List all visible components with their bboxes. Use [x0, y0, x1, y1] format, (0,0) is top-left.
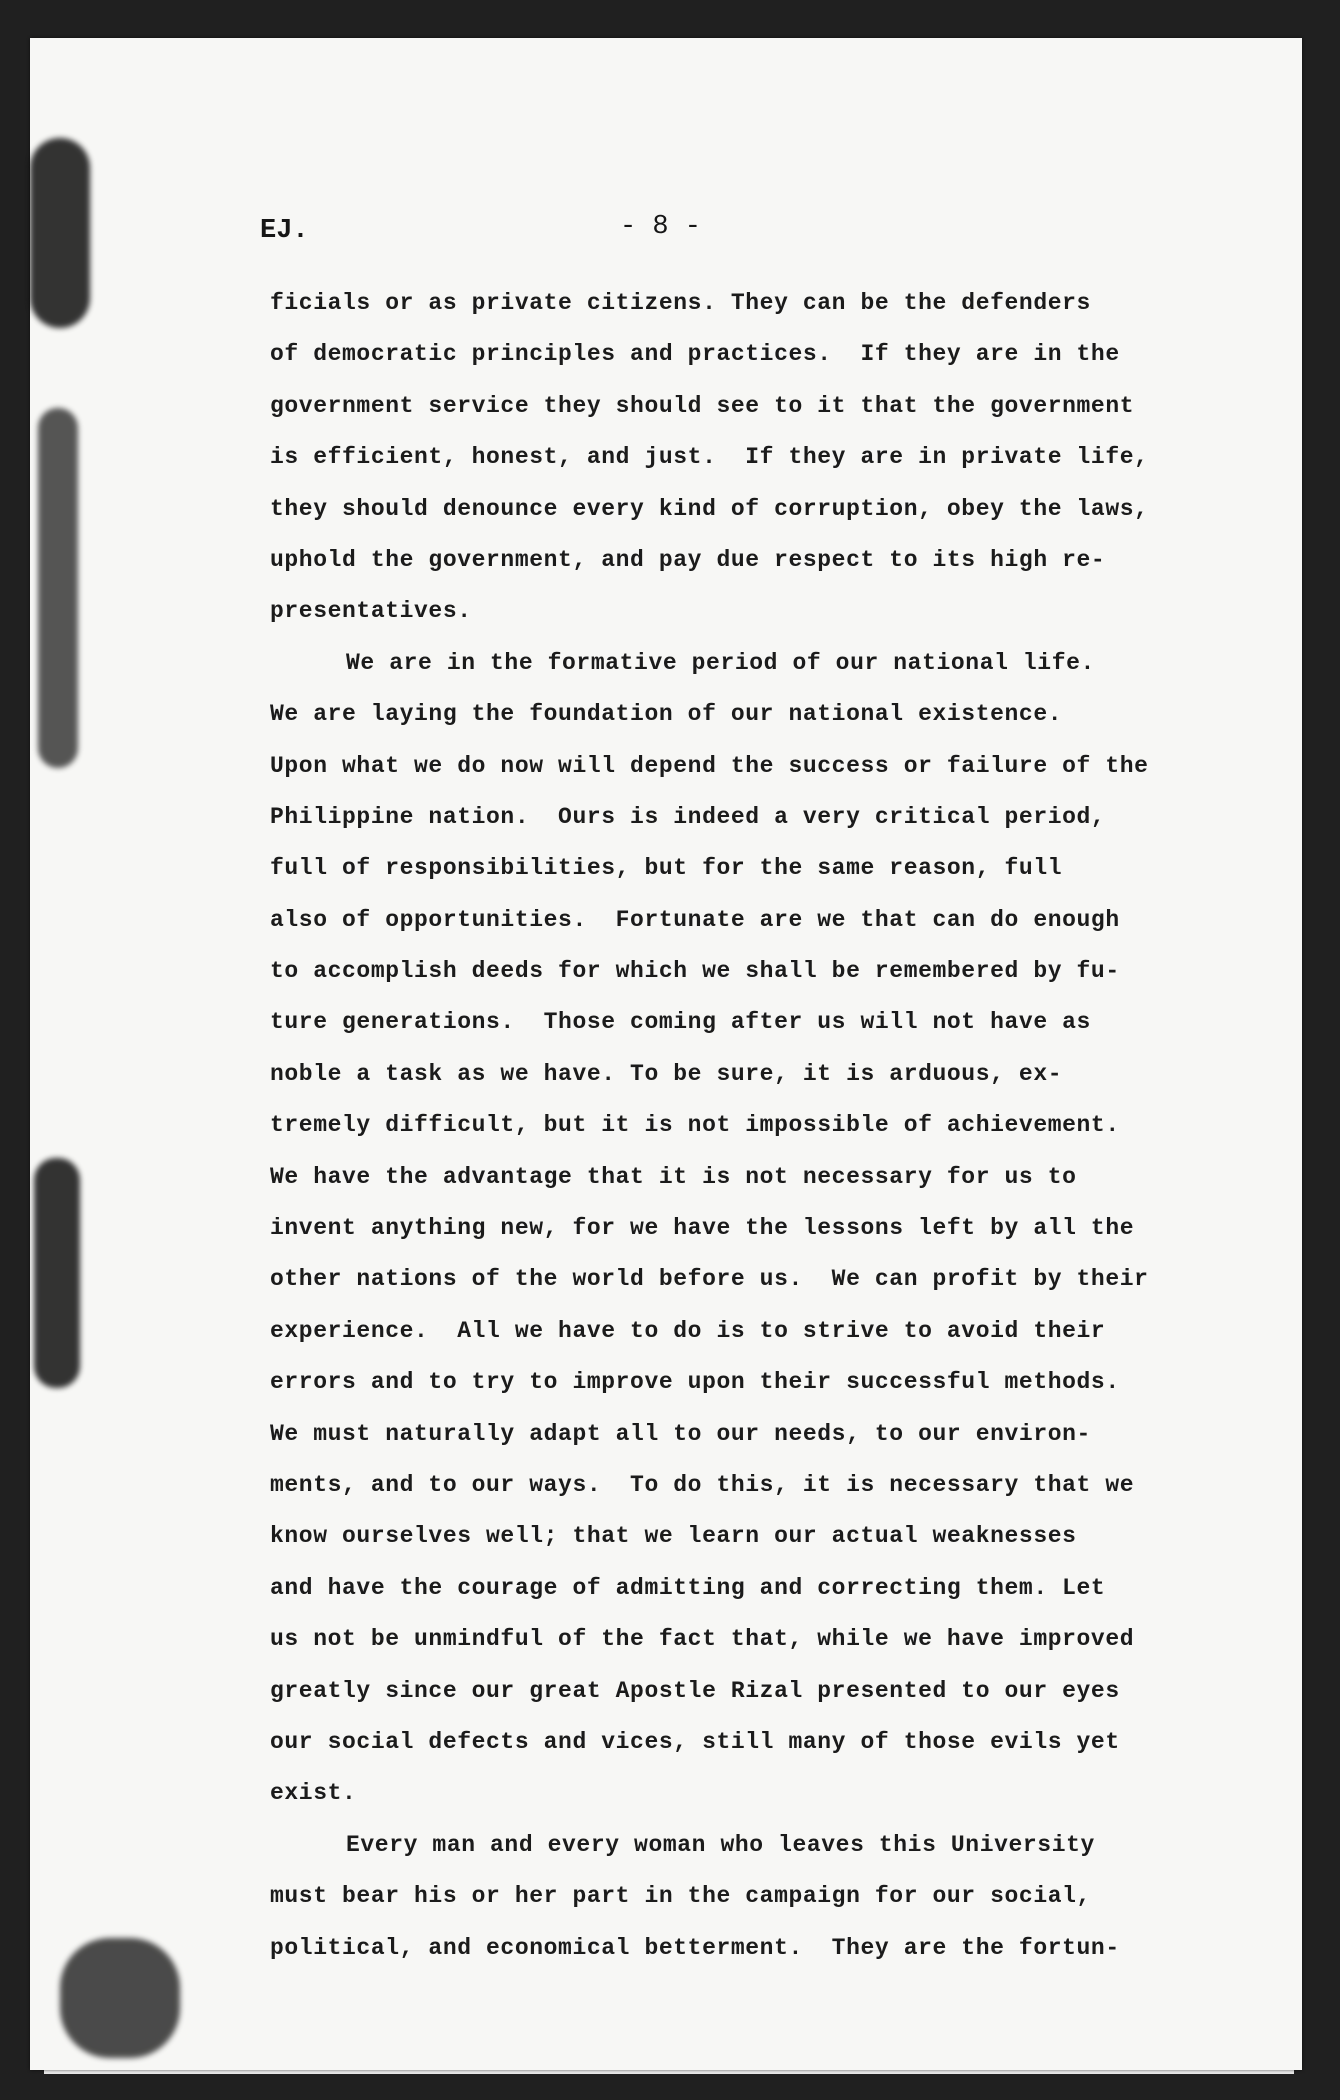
text-line: We are laying the foundation of our national existence. — [270, 701, 1063, 728]
text-line: We must naturally adapt all to our needs, to our environ- — [270, 1420, 1091, 1447]
paragraph — [270, 1820, 1250, 1974]
paragraph — [270, 278, 1250, 638]
text-line: know ourselves well; that we learn our actual weaknesses — [270, 1523, 1077, 1550]
text-line: experience. All we have to do is to strive to avoid their — [270, 1317, 1106, 1344]
page-number: - 8 - — [620, 212, 702, 242]
text-line: also of opportunities. Fortunate are we that can do enough — [270, 906, 1120, 933]
text-line: ture generations. Those coming after us will not have as — [270, 1009, 1091, 1036]
text-line: Every man and every woman who leaves this University — [346, 1831, 1095, 1858]
body-text — [270, 278, 1250, 1974]
text-line: Philippine nation. Ours is indeed a very critical period, — [270, 803, 1106, 830]
typewritten-page — [30, 38, 1302, 2070]
text-line: political, and economical betterment. They are the fortun- — [270, 1934, 1120, 1961]
text-line: is efficient, honest, and just. If they are in private life, — [270, 444, 1149, 471]
text-line: tremely difficult, but it is not impossible of achievement. — [270, 1112, 1120, 1139]
text-line: exist. — [270, 1780, 357, 1807]
text-line: of democratic principles and practices. If they are in the — [270, 341, 1120, 368]
text-line: invent anything new, for we have the lessons left by all the — [270, 1215, 1135, 1242]
text-line: ments, and to our ways. To do this, it is necessary that we — [270, 1471, 1135, 1498]
scan-edge-shadow — [60, 1938, 180, 2058]
page-header — [30, 188, 1302, 248]
text-line: our social defects and vices, still many of those evils yet — [270, 1728, 1120, 1755]
scan-edge-shadow — [34, 1158, 80, 1388]
text-line: Upon what we do now will depend the success or failure of the — [270, 752, 1149, 779]
text-line: full of responsibilities, but for the same reason, full — [270, 855, 1063, 882]
text-line: to accomplish deeds for which we shall be remembered by fu- — [270, 958, 1120, 985]
text-line: must bear his or her part in the campaign for our social, — [270, 1883, 1091, 1910]
text-line: presentatives. — [270, 598, 472, 625]
text-line: other nations of the world before us. We can profit by their — [270, 1266, 1149, 1293]
scan-edge-shadow — [38, 408, 78, 768]
text-line: us not be unmindful of the fact that, while we have improved — [270, 1626, 1135, 1653]
text-line: We have the advantage that it is not necessary for us to — [270, 1163, 1077, 1190]
text-line: errors and to try to improve upon their successful methods. — [270, 1369, 1120, 1396]
text-line: government service they should see to it that the government — [270, 392, 1135, 419]
paragraph — [270, 638, 1250, 1820]
text-line: We are in the formative period of our national life. — [346, 649, 1095, 676]
typist-initials: EJ. — [260, 216, 309, 246]
text-line: noble a task as we have. To be sure, it is arduous, ex- — [270, 1060, 1063, 1087]
text-line: greatly since our great Apostle Rizal presented to our eyes — [270, 1677, 1120, 1704]
text-line: and have the courage of admitting and correcting them. Let — [270, 1574, 1106, 1601]
text-line: ficials or as private citizens. They can be the defenders — [270, 290, 1091, 316]
text-line: they should denounce every kind of corruption, obey the laws, — [270, 495, 1149, 522]
text-line: uphold the government, and pay due respect to its high re- — [270, 546, 1106, 573]
